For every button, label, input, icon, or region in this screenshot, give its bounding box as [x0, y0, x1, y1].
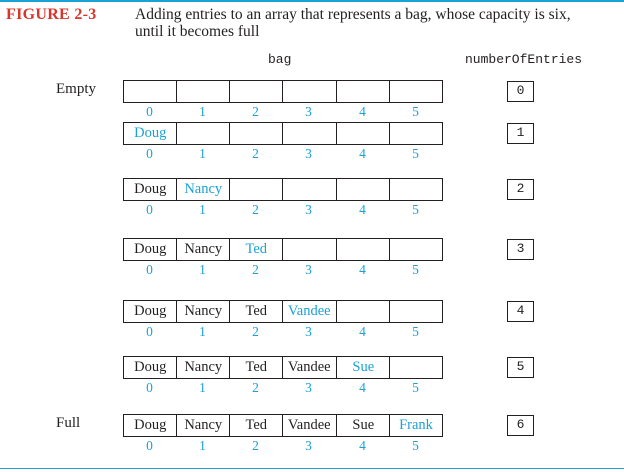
array-cell: [282, 238, 337, 261]
index-label: 1: [199, 438, 206, 453]
array-cell: Ted: [229, 238, 284, 261]
index-label: 5: [412, 104, 419, 119]
index-label: 2: [252, 202, 259, 217]
index-label: 5: [412, 146, 419, 161]
index-label: 5: [412, 380, 419, 395]
index-label: 4: [359, 438, 366, 453]
array-cell: Frank: [389, 414, 443, 437]
bottom-rule: [0, 468, 624, 469]
array-cell: [389, 300, 443, 323]
index-label: 1: [199, 104, 206, 119]
index-label: 5: [412, 438, 419, 453]
bag-header: bag: [268, 52, 292, 67]
count-box: 3: [507, 239, 534, 260]
index-label: 3: [305, 104, 312, 119]
index-label: 1: [199, 146, 206, 161]
index-label: 1: [199, 262, 206, 277]
array-cell: [336, 122, 391, 145]
array-cell: [282, 178, 337, 201]
array-cell: [336, 238, 391, 261]
index-label: 0: [146, 202, 153, 217]
array-cell: Ted: [229, 414, 284, 437]
index-label: 4: [359, 324, 366, 339]
index-label: 4: [359, 202, 366, 217]
index-label: 2: [252, 262, 259, 277]
index-label: 3: [305, 324, 312, 339]
index-label: 2: [252, 324, 259, 339]
count-box: 5: [507, 357, 534, 378]
array-cell: Nancy: [176, 178, 231, 201]
array-cell: Nancy: [176, 300, 231, 323]
index-label: 2: [252, 104, 259, 119]
count-box: 2: [507, 179, 534, 200]
array-cell: [389, 80, 443, 103]
array-cell: [389, 122, 443, 145]
index-label: 1: [199, 380, 206, 395]
index-label: 1: [199, 324, 206, 339]
index-label: 3: [305, 380, 312, 395]
index-label: 0: [146, 146, 153, 161]
index-label: 2: [252, 146, 259, 161]
count-box: 4: [507, 301, 534, 322]
array-cell: Nancy: [176, 356, 231, 379]
array-cell: [282, 122, 337, 145]
array-cell: [282, 80, 337, 103]
array-cell: Doug: [123, 414, 178, 437]
array-cell: Vandee: [282, 300, 337, 323]
array-cell: [229, 178, 284, 201]
index-label: 0: [146, 438, 153, 453]
array-cell: [176, 122, 231, 145]
figure-caption: Adding entries to an array that represents a bag, whose capacity is six, until it becomes full: [135, 6, 571, 40]
index-label: 4: [359, 380, 366, 395]
index-label: 2: [252, 380, 259, 395]
index-label: 3: [305, 262, 312, 277]
index-label: 5: [412, 262, 419, 277]
array-cell: [336, 80, 391, 103]
count-box: 0: [507, 81, 534, 102]
array-cell: Doug: [123, 356, 178, 379]
index-label: 0: [146, 324, 153, 339]
array-cell: Ted: [229, 300, 284, 323]
index-label: 3: [305, 202, 312, 217]
array-cell: Doug: [123, 178, 178, 201]
array-cell: [176, 80, 231, 103]
array-cell: Doug: [123, 300, 178, 323]
count-box: 6: [507, 415, 534, 436]
array-cell: Nancy: [176, 414, 231, 437]
array-cell: [229, 80, 284, 103]
array-cell: Sue: [336, 356, 391, 379]
index-label: 2: [252, 438, 259, 453]
index-label: 3: [305, 146, 312, 161]
array-cell: Doug: [123, 122, 178, 145]
array-cell: [336, 178, 391, 201]
top-rule: [0, 0, 624, 2]
index-label: 5: [412, 324, 419, 339]
array-cell: [389, 356, 443, 379]
index-label: 0: [146, 380, 153, 395]
index-label: 4: [359, 262, 366, 277]
row-label: Full: [56, 415, 81, 431]
count-header: numberOfEntries: [465, 52, 583, 67]
array-cell: Vandee: [282, 414, 337, 437]
array-cell: Doug: [123, 238, 178, 261]
figure-label: FIGURE 2-3: [6, 6, 97, 23]
array-cell: Nancy: [176, 238, 231, 261]
index-label: 4: [359, 146, 366, 161]
array-cell: [229, 122, 284, 145]
array-cell: [389, 238, 443, 261]
index-label: 4: [359, 104, 366, 119]
array-cell: Ted: [229, 356, 284, 379]
index-label: 0: [146, 262, 153, 277]
array-cell: Vandee: [282, 356, 337, 379]
array-cell: Sue: [336, 414, 391, 437]
array-cell: [123, 80, 178, 103]
array-cell: [389, 178, 443, 201]
index-label: 5: [412, 202, 419, 217]
count-box: 1: [507, 123, 534, 144]
row-label: Empty: [56, 81, 96, 97]
index-label: 0: [146, 104, 153, 119]
index-label: 3: [305, 438, 312, 453]
index-label: 1: [199, 202, 206, 217]
array-cell: [336, 300, 391, 323]
